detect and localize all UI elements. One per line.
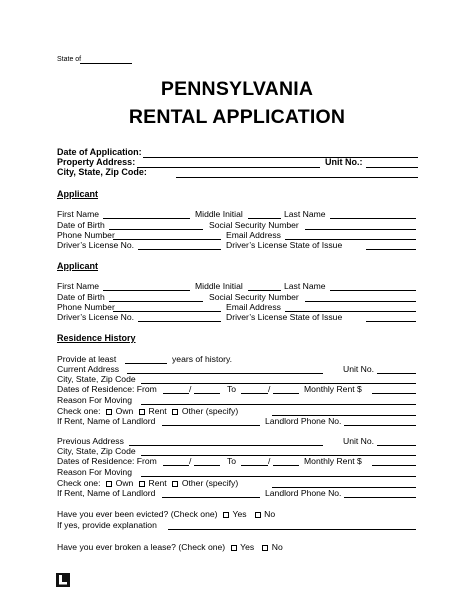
current-check-one-label: Check one: Own Rent Other (specify)	[57, 406, 239, 416]
previous-unit-label: Unit No.	[343, 436, 375, 446]
unit-no-blank[interactable]	[366, 167, 418, 168]
provide-at-least-label: Provide at least	[57, 354, 117, 364]
middle-initial-blank[interactable]	[248, 218, 281, 219]
date-of-application-blank[interactable]	[143, 157, 418, 158]
date-of-application-label: Date of Application:	[57, 147, 142, 157]
other-checkbox[interactable]	[172, 409, 178, 415]
applicant-2-heading: Applicant	[57, 261, 99, 271]
years-of-history-label: years of history.	[172, 354, 233, 364]
current-monthly-rent-blank[interactable]	[372, 393, 416, 394]
last-name-blank[interactable]	[330, 218, 416, 219]
middle-initial-2-blank[interactable]	[248, 290, 281, 291]
current-from-month-blank[interactable]	[163, 393, 189, 394]
license-state-2-label: Driver’s License State of Issue	[226, 312, 343, 322]
current-unit-label: Unit No.	[343, 364, 375, 374]
current-address-label: Current Address	[57, 364, 120, 374]
previous-monthly-rent-blank[interactable]	[372, 465, 416, 466]
previous-landlord-phone-label: Landlord Phone No.	[265, 488, 342, 498]
current-landlord-label: If Rent, Name of Landlord	[57, 416, 156, 426]
last-name-2-label: Last Name	[284, 281, 326, 291]
phone-2-label: Phone Number	[57, 302, 115, 312]
first-name-label: First Name	[57, 209, 100, 219]
applicant-heading: Applicant	[57, 189, 99, 199]
current-reason-label: Reason For Moving	[57, 395, 132, 405]
eviction-explanation-label: If yes, provide explanation	[57, 520, 157, 530]
previous-unit-blank[interactable]	[377, 445, 416, 446]
title-document: RENTAL APPLICATION	[128, 106, 346, 128]
phone-label: Phone Number	[57, 230, 115, 240]
current-monthly-rent-label: Monthly Rent $	[304, 384, 362, 394]
previous-to-month-blank[interactable]	[241, 465, 268, 466]
previous-address-blank[interactable]	[129, 445, 323, 446]
first-name-blank[interactable]	[103, 218, 190, 219]
date-slash: /	[189, 384, 192, 394]
eviction-explanation-blank[interactable]	[168, 529, 416, 530]
email-label: Email Address	[226, 230, 281, 240]
previous-from-month-blank[interactable]	[163, 465, 189, 466]
dob-2-label: Date of Birth	[57, 292, 105, 302]
state-of-label: State of	[57, 56, 82, 63]
ssn-2-blank[interactable]	[305, 301, 416, 302]
dob-blank[interactable]	[109, 229, 203, 230]
ssn-label: Social Security Number	[209, 220, 299, 230]
previous-dates-label: Dates of Residence: From	[57, 456, 157, 466]
current-city-blank[interactable]	[141, 383, 416, 384]
dob-2-blank[interactable]	[109, 301, 203, 302]
previous-city-label: City, State, Zip Code	[57, 446, 136, 456]
title-state: PENNSYLVANIA	[160, 78, 314, 100]
license-no-blank[interactable]	[138, 249, 221, 250]
previous-landlord-blank[interactable]	[162, 497, 260, 498]
previous-check-one-label: Check one: Own Rent Other (specify)	[57, 478, 239, 488]
previous-from-year-blank[interactable]	[194, 465, 220, 466]
previous-reason-blank[interactable]	[141, 476, 416, 477]
previous-reason-label: Reason For Moving	[57, 467, 132, 477]
previous-to-label: To	[227, 456, 237, 466]
current-to-month-blank[interactable]	[241, 393, 268, 394]
previous-address-label: Previous Address	[57, 436, 124, 446]
license-state-2-blank[interactable]	[366, 321, 416, 322]
current-landlord-phone-blank[interactable]	[344, 425, 416, 426]
ssn-2-label: Social Security Number	[209, 292, 299, 302]
property-address-blank[interactable]	[137, 167, 320, 168]
own-checkbox[interactable]	[106, 409, 112, 415]
previous-other-checkbox[interactable]	[172, 481, 178, 487]
broken-lease-question: Have you ever broken a lease? (Check one) Yes No	[57, 542, 283, 552]
state-of-blank[interactable]	[80, 63, 132, 64]
previous-own-checkbox[interactable]	[106, 481, 112, 487]
current-from-year-blank[interactable]	[194, 393, 220, 394]
date-slash: /	[189, 456, 192, 466]
broken-lease-yes-checkbox[interactable]	[231, 545, 237, 551]
current-address-blank[interactable]	[127, 373, 323, 374]
current-landlord-phone-label: Landlord Phone No.	[265, 416, 342, 426]
previous-city-blank[interactable]	[141, 455, 416, 456]
evicted-yes-checkbox[interactable]	[223, 512, 229, 518]
current-to-label: To	[227, 384, 237, 394]
unit-no-label: Unit No.:	[325, 157, 363, 167]
residence-history-heading: Residence History	[57, 333, 136, 343]
years-blank[interactable]	[125, 363, 167, 364]
middle-initial-2-label: Middle Initial	[195, 281, 243, 291]
first-name-2-blank[interactable]	[103, 290, 190, 291]
date-slash: /	[268, 384, 271, 394]
license-no-2-blank[interactable]	[138, 321, 221, 322]
license-no-label: Driver’s License No.	[57, 240, 135, 250]
license-no-2-label: Driver’s License No.	[57, 312, 135, 322]
current-city-label: City, State, Zip Code	[57, 374, 136, 384]
last-name-label: Last Name	[284, 209, 326, 219]
last-name-2-blank[interactable]	[330, 290, 416, 291]
current-dates-label: Dates of Residence: From	[57, 384, 157, 394]
email-2-label: Email Address	[226, 302, 281, 312]
brand-logo-icon	[56, 573, 70, 587]
broken-lease-no-checkbox[interactable]	[262, 545, 268, 551]
ssn-blank[interactable]	[305, 229, 416, 230]
evicted-no-checkbox[interactable]	[255, 512, 261, 518]
current-landlord-blank[interactable]	[162, 425, 260, 426]
current-unit-blank[interactable]	[377, 373, 416, 374]
previous-landlord-phone-blank[interactable]	[344, 497, 416, 498]
current-to-year-blank[interactable]	[273, 393, 299, 394]
city-state-zip-label: City, State, Zip Code:	[57, 167, 147, 177]
previous-monthly-rent-label: Monthly Rent $	[304, 456, 362, 466]
evicted-question: Have you ever been evicted? (Check one) Yes No	[57, 509, 276, 519]
rent-checkbox[interactable]	[139, 409, 145, 415]
property-address-label: Property Address:	[57, 157, 136, 167]
dob-label: Date of Birth	[57, 220, 105, 230]
current-reason-blank[interactable]	[141, 404, 416, 405]
license-state-label: Driver’s License State of Issue	[226, 240, 343, 250]
first-name-2-label: First Name	[57, 281, 100, 291]
previous-to-year-blank[interactable]	[273, 465, 299, 466]
license-state-blank[interactable]	[366, 249, 416, 250]
previous-rent-checkbox[interactable]	[139, 481, 145, 487]
date-slash: /	[268, 456, 271, 466]
previous-landlord-label: If Rent, Name of Landlord	[57, 488, 156, 498]
middle-initial-label: Middle Initial	[195, 209, 243, 219]
city-state-zip-blank[interactable]	[176, 177, 418, 178]
